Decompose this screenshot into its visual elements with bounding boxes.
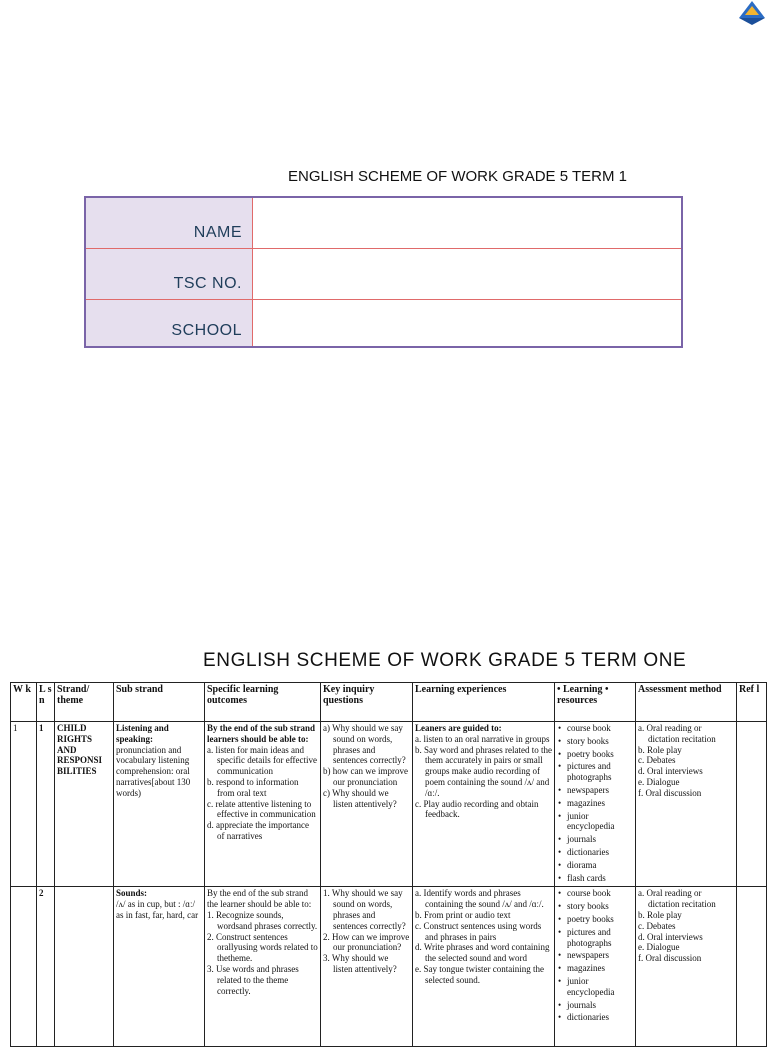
list-item: e. Dialogue [638,776,680,787]
document-title: ENGLISH SCHEME OF WORK GRADE 5 TERM 1 [288,168,627,185]
list-item: e. Say tongue twister containing the selected sound. [415,963,544,985]
publisher-logo-icon [738,0,766,26]
list-item: c. Debates [638,920,676,931]
cell-questions [321,722,413,887]
list-item: • junior encyclopedia [567,811,633,833]
header-assessment: Assessment method [636,683,737,722]
list-item: • newspapers [567,785,633,796]
list-item: d. Oral interviews [638,931,703,942]
list-item: 1. Why should we say sound on words, phrases and sentences correctly? [323,888,406,931]
substrand-title: Sounds: [116,888,148,899]
outcomes-intro: By the end of the sub strand learners should be able to: [207,723,316,744]
questions-list [323,723,410,809]
cell-reflection[interactable] [737,722,767,887]
info-row-tsc [86,249,681,299]
questions-list [323,888,410,974]
resources-list [557,723,633,883]
cell-resources [555,722,636,887]
substrand-body: /ʌ/ as in cup, but : /ɑː/ as in fast, far, hard, car [116,899,199,920]
list-item: • pictures and photographs [567,927,633,949]
list-item: 1. Recognize sounds, wordsand phrases correctly. [207,909,318,931]
list-item: • journals [567,1000,633,1011]
list-item: b. Role play [638,909,682,920]
name-field[interactable] [253,198,681,248]
cell-reflection[interactable] [737,887,767,1047]
header-resources: • Learning • resources [555,683,636,722]
list-item: c. Play audio recording and obtain feedback. [415,798,539,820]
list-item: a. Identify words and phrases containing the sound /ʌ/ and /ɑː/. [415,888,544,910]
list-item: c. relate attentive listening to effective in communication [207,798,316,820]
header-questions: Key inquiry questions [321,683,413,722]
list-item: • junior encyclopedia [567,976,633,998]
list-item: • dictionaries [567,1012,633,1023]
experiences-list [415,734,552,820]
list-item: • poetry books [567,914,633,925]
outcomes-intro: By the end of the sub strand the learner should be able to: [207,888,312,910]
list-item: • pictures and photographs [567,761,633,783]
list-item: • journals [567,834,633,845]
list-item: d. Oral interviews [638,766,703,777]
info-row-school [86,300,681,346]
cell-strand: CHILD RIGHTS AND RESPONSI BILITIES [55,722,114,887]
cell-strand [55,887,114,1047]
cell-week [11,887,37,1047]
info-label-name: NAME [86,198,252,248]
substrand-body: pronunciation and vocabulary listening comprehension: oral narratives[about 130 words) [116,744,191,798]
list-item: • diorama [567,860,633,871]
table-row [11,722,767,887]
header-week: W k [11,683,37,722]
list-item: • story books [567,901,633,912]
list-item: d. appreciate the importance of narratives [207,820,309,841]
cell-substrand [114,722,205,887]
header-outcomes: Specific learning outcomes [205,683,321,722]
cell-substrand [114,887,205,1047]
info-label-tsc: TSC NO. [86,249,252,299]
header-lesson: L s n [37,683,55,722]
info-label-school: SCHOOL [86,300,252,346]
assessment-list [638,723,734,799]
list-item: a) Why should we say sound on words, phrases and sentences correctly? [323,723,406,766]
cell-questions [321,887,413,1047]
cell-assessment [636,887,737,1047]
list-item: a. listen to an oral narrative in groups [415,733,550,744]
school-field[interactable] [253,300,681,346]
list-item: • dictionaries [567,847,633,858]
header-experiences: Learning experiences [413,683,555,722]
table-row [11,887,767,1047]
list-item: • poetry books [567,749,633,760]
list-item: b. Role play [638,744,682,755]
table-title: ENGLISH SCHEME OF WORK GRADE 5 TERM ONE [203,650,687,671]
header-reflection: Ref l [737,683,767,722]
list-item: a. listen for main ideas and specific details for effective communication [207,744,318,777]
cell-week: 1 [11,722,37,887]
list-item: c) Why should we listen attentively? [323,787,397,809]
list-item: b. From print or audio text [415,909,511,920]
list-item: • magazines [567,963,633,974]
list-item: 2. Construct sentences orallyusing words related to thetheme. [207,931,318,964]
list-item: • course book [567,888,633,899]
table-header-row [11,683,767,722]
list-item: • flash cards [567,873,633,884]
list-item: c. Construct sentences using words and phrases in pairs [415,920,542,942]
list-item: b. Say word and phrases related to the them accurately in pairs or small groups make audio recording of poem containing the sound /ʌ/ and /ɑː/. [415,744,552,798]
cell-assessment [636,722,737,887]
list-item: • magazines [567,798,633,809]
info-row-name [86,198,681,248]
scheme-of-work-table [10,682,767,1047]
list-item: c. Debates [638,755,676,766]
list-item: a. Oral reading or dictation recitation [638,888,716,910]
list-item: 3. Use words and phrases related to the theme correctly. [207,963,299,996]
list-item: f. Oral discussion [638,787,702,798]
list-item: b. respond to information from oral text [207,776,299,798]
substrand-title: Listening and speaking: [116,723,169,744]
resources-list [557,888,633,1023]
outcomes-list [207,745,318,842]
list-item: • story books [567,736,633,747]
cell-resources [555,887,636,1047]
list-item: d. Write phrases and word containing the selected sound and word [415,942,550,964]
cell-experiences [413,722,555,887]
header-strand: Strand/ theme [55,683,114,722]
tsc-number-field[interactable] [253,249,681,299]
cell-outcomes [205,722,321,887]
list-item: e. Dialogue [638,942,680,953]
list-item: • course book [567,723,633,734]
list-item: 3. Why should we listen attentively? [323,953,397,974]
list-item: 2. How can we improve our pronunciation? [323,931,410,953]
info-column-divider [252,198,253,346]
list-item: f. Oral discussion [638,953,702,964]
list-item: a. Oral reading or dictation recitation [638,723,716,744]
assessment-list [638,888,734,964]
outcomes-list [207,910,318,996]
header-substrand: Sub strand [114,683,205,722]
cell-lesson: 2 [37,887,55,1047]
list-item: • newspapers [567,950,633,961]
experiences-intro: Leaners are guided to: [415,723,502,733]
cell-lesson: 1 [37,722,55,887]
teacher-info-box [84,196,683,348]
cell-experiences [413,887,555,1047]
list-item: b) how can we improve our pronunciation [323,766,408,787]
experiences-list [415,888,552,985]
cell-outcomes [205,887,321,1047]
